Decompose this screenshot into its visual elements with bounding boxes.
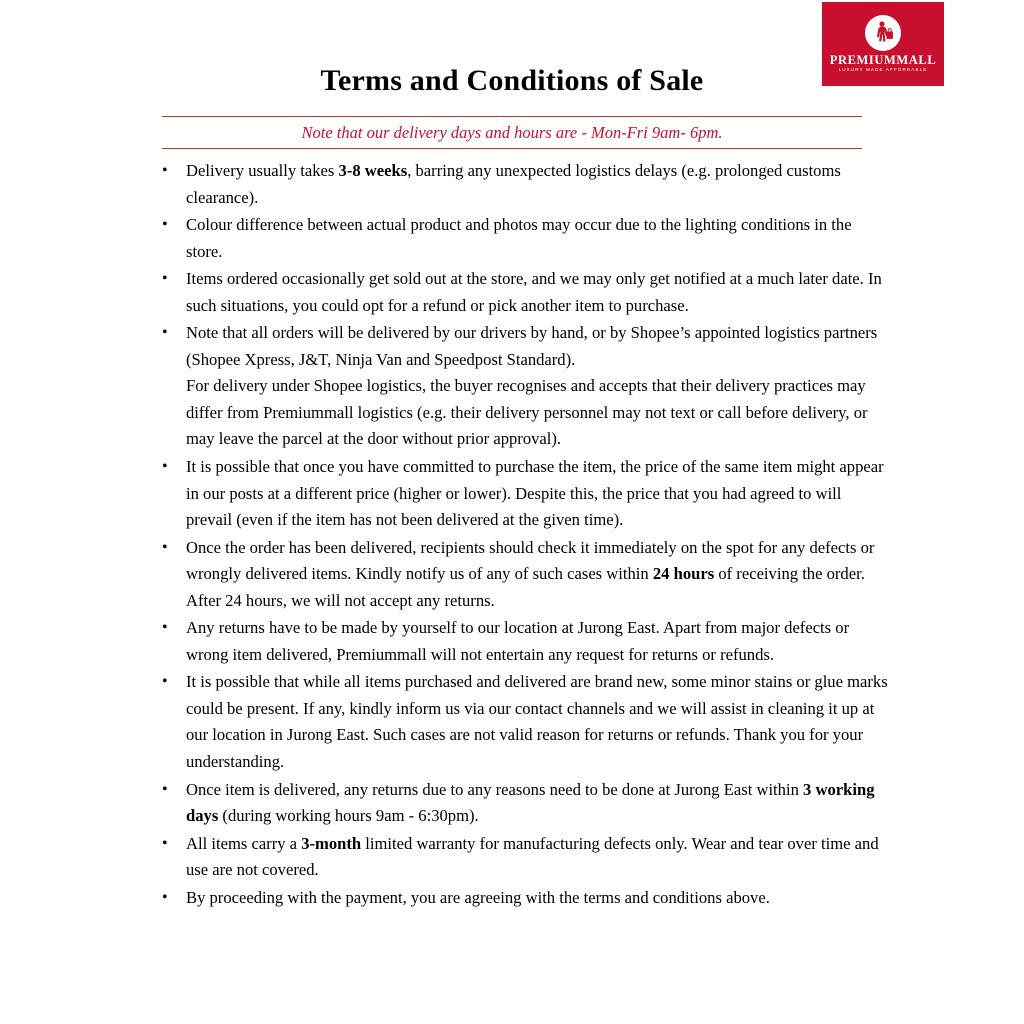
woman-with-shopping-bag-icon (865, 15, 901, 51)
term-text: Note that all orders will be delivered by our drivers by hand, or by Shopee’s appointed logistics partners (Shopee Xpress, J&T, Ninja Van and Speedpost Standard). For delivery under Shopee logistics, the buyer recognises and accepts that their delivery practices may differ from Premiummall logistics (e.g. their delivery personnel may not text or call before delivery, or may leave the parcel at the door without prior approval). (186, 323, 878, 449)
term-item-returns-location (150, 615, 890, 668)
bullet-icon: • (162, 780, 168, 798)
term-text: Any returns have to be made by yourself to our location at Jurong East. Apart from major defects or wrong item delivered, Premiummall will not entertain any request for returns or refunds. (186, 618, 850, 664)
delivery-hours-notice: Note that our delivery days and hours are - Mon-Fri 9am- 6pm. (301, 123, 723, 142)
term-text: It is possible that once you have committed to purchase the item, the price of the same item might appear in our posts at a different price (higher or lower). Despite this, the price that you had agreed to will prevail (even if the item has not been delivered at the given time). (186, 457, 884, 530)
bullet-icon: • (162, 834, 168, 852)
term-text: Once item is delivered, any returns due to any reasons need to be done at Jurong East within 3 working days (during working hours 9am - 6:30pm). (186, 779, 875, 826)
bullet-icon: • (162, 324, 168, 342)
term-text: All items carry a 3-month limited warranty for manufacturing defects only. Wear and tear over time and use are not covered. (186, 833, 879, 880)
term-item-price-changes (150, 454, 890, 534)
term-text: Once the order has been delivered, recipients should check it immediately on the spot for any defects or wrongly delivered items. Kindly notify us of any of such cases within 24 hours of receiving the order. After 24 hours, we will not accept any returns. (186, 537, 875, 610)
term-text: By proceeding with the payment, you are agreeing with the terms and conditions above. (186, 887, 770, 907)
bullet-icon: • (162, 888, 168, 906)
term-item-return-window (150, 777, 890, 830)
bullet-icon: • (162, 162, 168, 179)
term-item-warranty (150, 831, 890, 884)
term-item-colour-difference (150, 212, 890, 265)
term-text: Delivery usually takes 3-8 weeks, barring any unexpected logistics delays (e.g. prolonged customs clearance). (186, 161, 841, 207)
term-item-delivery-partners (150, 320, 890, 453)
page-title: Terms and Conditions of Sale (320, 64, 704, 97)
terms-content (150, 158, 890, 912)
logo-wordmark: PREMIUMMALL (829, 52, 937, 67)
bullet-icon: • (162, 458, 168, 476)
notice-band (162, 116, 862, 149)
term-item-check-on-delivery (150, 535, 890, 615)
term-text: Items ordered occasionally get sold out at the store, and we may only get notified at a much later date. In such situations, you could opt for a refund or pick another item to purchase. (186, 269, 882, 315)
term-text: Colour difference between actual product and photos may occur due to the lighting conditions in the store. (186, 215, 852, 261)
bullet-icon: • (162, 673, 168, 691)
bullet-icon: • (162, 538, 168, 556)
term-item-delivery-time (150, 158, 890, 211)
bullet-icon: • (162, 270, 168, 288)
logo-tagline: LUXURY MADE AFFORDABLE (838, 67, 928, 73)
term-text: It is possible that while all items purchased and delivered are brand new, some minor stains or glue marks could be present. If any, kindly inform us via our contact channels and we will assist in cleaning it up at our location in Jurong East. Such cases are not valid reason for returns or refunds. Thank you for your understanding. (186, 672, 888, 772)
bullet-icon: • (162, 619, 168, 637)
term-item-sold-out-items (150, 266, 890, 319)
terms-list (150, 158, 890, 911)
divider-bottom (162, 148, 862, 149)
bullet-icon: • (162, 216, 168, 234)
term-item-minor-stains (150, 669, 890, 775)
term-item-agreement (150, 885, 890, 912)
